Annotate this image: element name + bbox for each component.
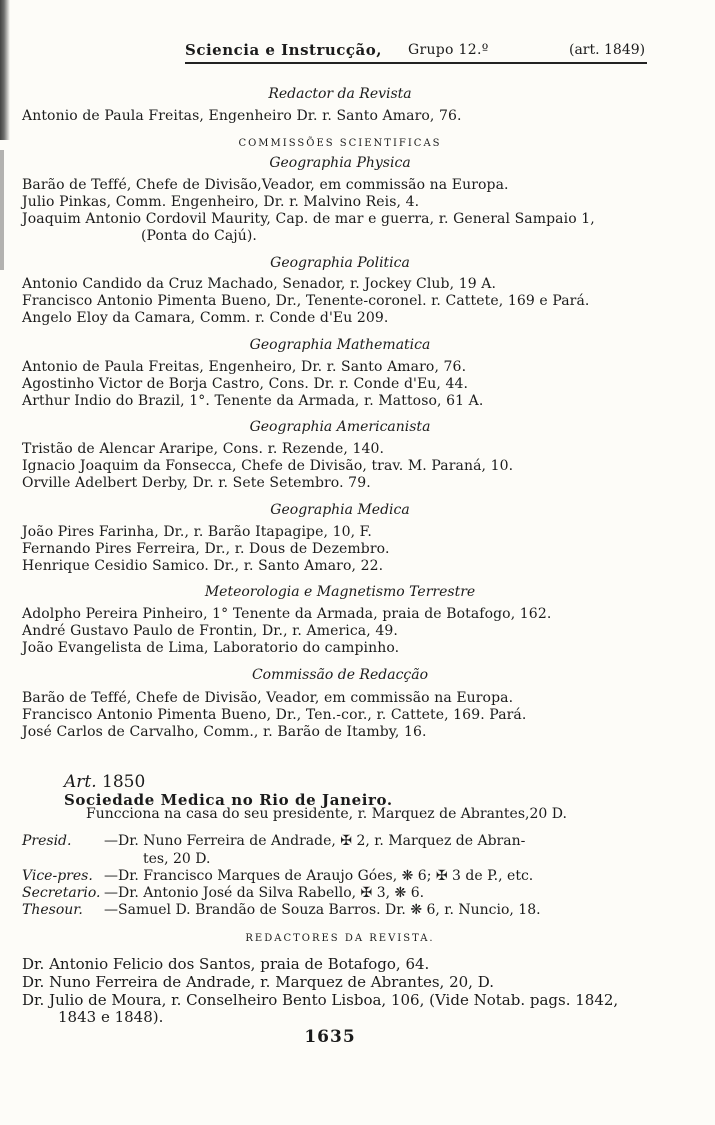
redaccao-line: Francisco Antonio Pimenta Bueno, Dr., Ten.-cor., r. Cattete, 169. Pará. [22,707,527,723]
politica-line: Francisco Antonio Pimenta Bueno, Dr., Tenente-coronel. r. Cattete, 169 e Pará. [22,293,590,309]
politica-heading: Geographia Politica [270,255,410,271]
officer-text: —Dr. Nuno Ferreira de Andrade, ✠ 2, r. Marquez de Abran- [104,833,526,849]
mathematica-heading: Geographia Mathematica [249,337,431,353]
americanista-line: Ignacio Joaquim da Fonsecca, Chefe de Divisão, trav. M. Paraná, 10. [22,458,514,474]
americanista-line: Orville Adelbert Derby, Dr. r. Sete Setembro. 79. [22,475,371,491]
society-title: Sociedade Medica no Rio de Janeiro. [64,791,393,809]
redactor-entry-cont: 1843 e 1848). [58,1008,164,1026]
politica-line: Antonio Candido da Cruz Machado, Senador, r. Jockey Club, 19 A. [22,276,497,292]
page-edge-mark [0,150,4,270]
meteorologia-line: Adolpho Pereira Pinheiro, 1° Tenente da Armada, praia de Botafogo, 162. [22,606,552,622]
header-group: Grupo 12.º [408,42,489,58]
mathematica-line: Antonio de Paula Freitas, Engenheiro, Dr. r. Santo Amaro, 76. [22,359,467,375]
page-edge-shadow [0,0,10,140]
article-year: 1850 [102,772,146,792]
officer-text: —Dr. Francisco Marques de Araujo Góes, ❋ 6; ✠ 3 de P., etc. [104,868,534,884]
physica-line: Barão de Teffé, Chefe de Divisão,Veador, em commissão na Europa. [22,177,509,193]
medica-heading: Geographia Medica [270,502,410,518]
header-title: Sciencia e Instrucção, [185,41,382,59]
header-rule [185,62,647,64]
physica-heading: Geographia Physica [269,155,411,171]
medica-line: Fernando Pires Ferreira, Dr., r. Dous de Dezembro. [22,541,390,557]
redaccao-line: José Carlos de Carvalho, Comm., r. Barão de Itamby, 16. [22,724,427,740]
article-label: Art. [64,772,97,792]
header-article-ref: (art. 1849) [569,42,646,58]
americanista-heading: Geographia Americanista [249,419,431,435]
mathematica-line: Arthur Indio do Brazil, 1°. Tenente da Armada, r. Mattoso, 61 A. [22,393,484,409]
officer-text: —Samuel D. Brandão de Souza Barros. Dr. ❋ 6, r. Nuncio, 18. [104,902,541,918]
officer-row [22,885,424,901]
officer-role: Vice-pres. [22,868,93,884]
redactor-entry: Dr. Julio de Moura, r. Conselheiro Bento Lisboa, 106, (Vide Notab. pags. 1842, [22,991,619,1009]
redaccao-line: Barão de Teffé, Chefe de Divisão, Veador, em commissão na Europa. [22,690,514,706]
physica-line-cont: (Ponta do Cajú). [141,228,257,244]
meteorologia-line: André Gustavo Paulo de Frontin, Dr., r. America, 49. [22,623,398,639]
redactor-entry: Dr. Nuno Ferreira de Andrade, r. Marquez de Abrantes, 20, D. [22,973,494,991]
officer-row [22,868,533,884]
officer-text: —Dr. Antonio José da Silva Rabello, ✠ 3, ❋ 6. [104,885,425,901]
officer-row [22,902,541,918]
redactor-heading: Redactor da Revista [268,86,412,102]
society-location: Funcciona na casa do seu presidente, r. Marquez de Abrantes,20 D. [86,806,567,822]
medica-line: João Pires Farinha, Dr., r. Barão Itapagipe, 10, F. [22,524,372,540]
article-number [64,772,145,792]
redaccao-heading: Commissão de Redacção [251,667,429,683]
politica-line: Angelo Eloy da Camara, Comm. r. Conde d'Eu 209. [22,310,389,326]
running-header [185,40,647,62]
medica-line: Henrique Cesidio Samico. Dr., r. Santo Amaro, 22. [22,558,384,574]
redactor-entry: Dr. Antonio Felicio dos Santos, praia de Botafogo, 64. [22,955,430,973]
mathematica-line: Agostinho Victor de Borja Castro, Cons. Dr. r. Conde d'Eu, 44. [22,376,469,392]
physica-line: Joaquim Antonio Cordovil Maurity, Cap. de mar e guerra, r. General Sampaio 1, [22,211,595,227]
page-number: 1635 [304,1027,356,1047]
meteorologia-line: João Evangelista de Lima, Laboratorio do campinho. [22,640,400,656]
americanista-line: Tristão de Alencar Araripe, Cons. r. Rezende, 140. [22,441,385,457]
redactores-heading: REDACTORES DA REVISTA. [245,933,435,944]
meteorologia-heading: Meteorologia e Magnetismo Terrestre [204,584,476,600]
officer-role: Secretario. [22,885,101,901]
officer-role: Presid. [22,833,72,849]
officer-role: Thesour. [22,902,83,918]
officer-row-cont: tes, 20 D. [143,851,211,867]
officer-row [22,833,525,849]
physica-line: Julio Pinkas, Comm. Engenheiro, Dr. r. Malvino Reis, 4. [22,194,420,210]
redactor-line: Antonio de Paula Freitas, Engenheiro Dr. r. Santo Amaro, 76. [22,108,462,124]
commissoes-heading: COMMISSÕES SCIENTIFICAS [238,138,442,149]
